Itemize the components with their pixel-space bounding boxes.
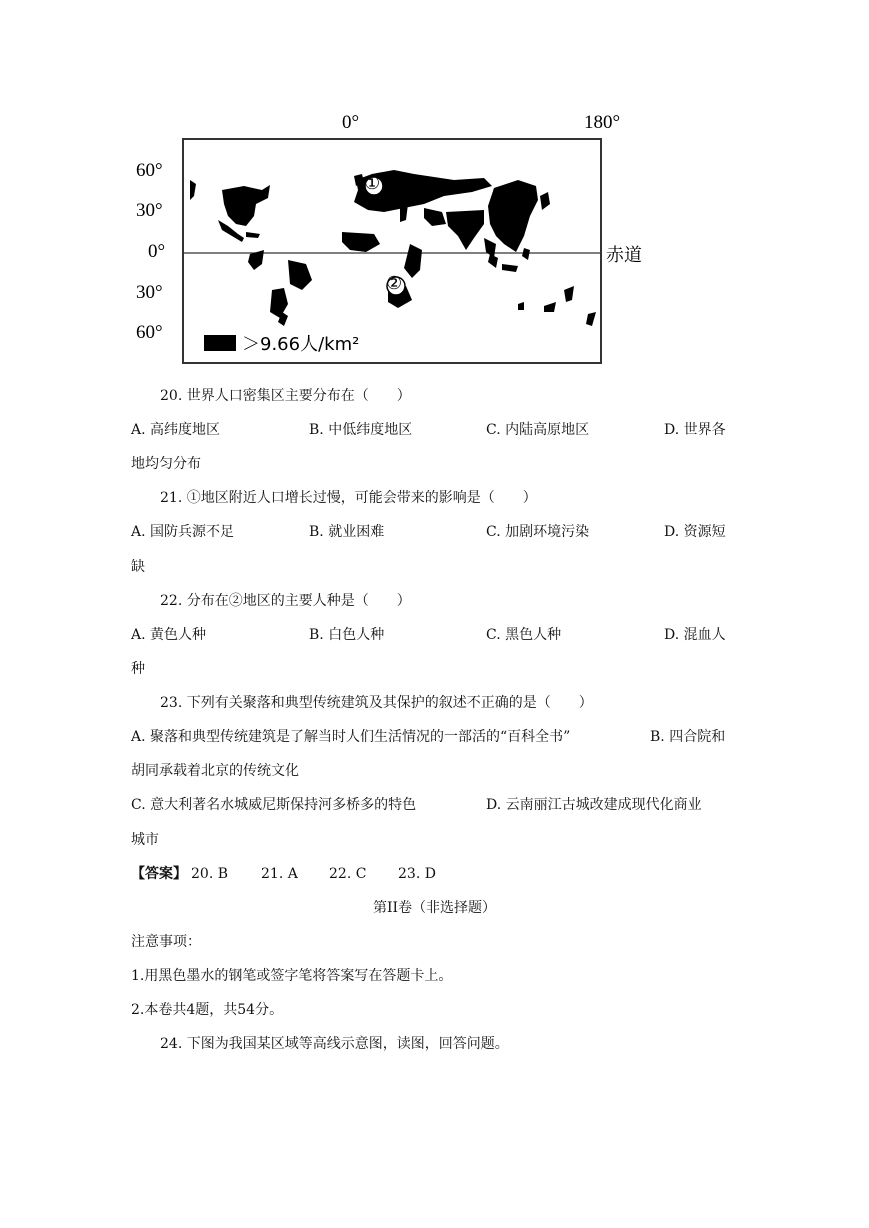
- map-frame: [182, 138, 602, 364]
- legend-text: ＞9.66人/km²: [242, 334, 360, 355]
- density-south-america-south: [270, 288, 288, 318]
- q23-option-a: A. 聚落和典型传统建筑是了解当时人们生活情况的一部活的“百科全书”: [131, 729, 571, 745]
- density-new-zealand: [586, 312, 596, 326]
- population-density-map: [130, 108, 660, 370]
- lat-label-60s: 60°: [136, 322, 163, 343]
- lat-label-0: 0°: [148, 241, 166, 262]
- q22-stem: 22. 分布在②地区的主要人种是（ ）: [160, 593, 411, 609]
- density-japan: [540, 192, 550, 210]
- q20-option-d: D. 世界各: [664, 422, 726, 438]
- lon-label-180: 180°: [584, 112, 621, 133]
- density-landmass-svg: [184, 140, 600, 362]
- answer-21: 21. A: [261, 866, 298, 882]
- density-java: [502, 264, 518, 272]
- notice-item-1: 1.用黑色墨水的钢笔或签字笔将答案写在答题卡上。: [131, 968, 453, 984]
- density-australia-west: [518, 302, 524, 310]
- q24-stem: 24. 下图为我国某区域等高线示意图，读图，回答问题。: [160, 1036, 509, 1052]
- q21-option-d-cont: 缺: [131, 559, 145, 575]
- q21-option-b: B. 就业困难: [309, 524, 385, 540]
- density-alaska: [190, 180, 196, 200]
- marker-1-label: ①: [364, 173, 381, 193]
- lat-label-30s: 30°: [136, 282, 163, 303]
- q23-option-b: B. 四合院和: [650, 729, 726, 745]
- q21-option-d: D. 资源短: [664, 524, 726, 540]
- q21-option-a: A. 国防兵源不足: [131, 524, 235, 540]
- q20-option-d-cont: 地均匀分布: [131, 456, 201, 472]
- lat-label-60n: 60°: [136, 160, 163, 181]
- q22-option-b: B. 白色人种: [309, 627, 385, 643]
- section-title: 第II卷（非选择题）: [372, 900, 497, 916]
- lon-label-0: 0°: [342, 112, 360, 133]
- q23-option-c: C. 意大利著名水城威尼斯保持河多桥多的特色: [131, 797, 417, 813]
- density-east-asia: [488, 180, 538, 252]
- q22-option-c: C. 黑色人种: [486, 627, 562, 643]
- q22-option-a: A. 黄色人种: [131, 627, 207, 643]
- notice-item-2: 2.本卷共4题，共54分。: [131, 1002, 284, 1018]
- density-india: [446, 210, 484, 250]
- q20-stem: 20. 世界人口密集区主要分布在（ ）: [160, 388, 411, 404]
- lat-label-30n: 30°: [136, 200, 163, 221]
- answer-22: 22. C: [329, 866, 367, 882]
- q21-option-c: C. 加剧环境污染: [486, 524, 590, 540]
- density-east-africa: [404, 244, 422, 278]
- legend-swatch: [204, 335, 236, 351]
- q22-option-d: D. 混血人: [664, 627, 726, 643]
- density-caribbean: [246, 232, 260, 238]
- density-australia-southeast: [544, 302, 556, 312]
- answer-23: 23. D: [398, 866, 436, 882]
- answer-label: 【答案】: [131, 866, 187, 882]
- density-west-africa: [342, 232, 380, 252]
- density-south-america-east: [288, 260, 312, 290]
- q22-option-d-cont: 种: [131, 661, 145, 677]
- density-middle-east: [424, 208, 446, 226]
- density-sumatra: [488, 254, 498, 268]
- density-australia-east: [564, 286, 574, 302]
- density-philippines: [522, 248, 530, 260]
- q20-option-c: C. 内陆高原地区: [486, 422, 590, 438]
- q20-option-b: B. 中低纬度地区: [309, 422, 413, 438]
- q23-stem: 23. 下列有关聚落和典型传统建筑及其保护的叙述不正确的是（ ）: [160, 695, 593, 711]
- q20-option-a: A. 高纬度地区: [131, 422, 221, 438]
- q23-option-d: D. 云南丽江古城改建成现代化商业: [486, 797, 702, 813]
- equator-label: 赤道: [606, 245, 642, 266]
- marker-2-label: ②: [386, 273, 403, 293]
- notice-heading: 注意事项：: [131, 934, 201, 950]
- q23-option-d-cont: 城市: [131, 832, 159, 848]
- answer-20: 20. B: [191, 866, 229, 882]
- q21-stem: 21. ①地区附近人口增长过慢，可能会带来的影响是（ ）: [160, 490, 537, 506]
- q23-option-b-cont: 胡同承载着北京的传统文化: [131, 763, 299, 779]
- density-north-america: [222, 185, 270, 226]
